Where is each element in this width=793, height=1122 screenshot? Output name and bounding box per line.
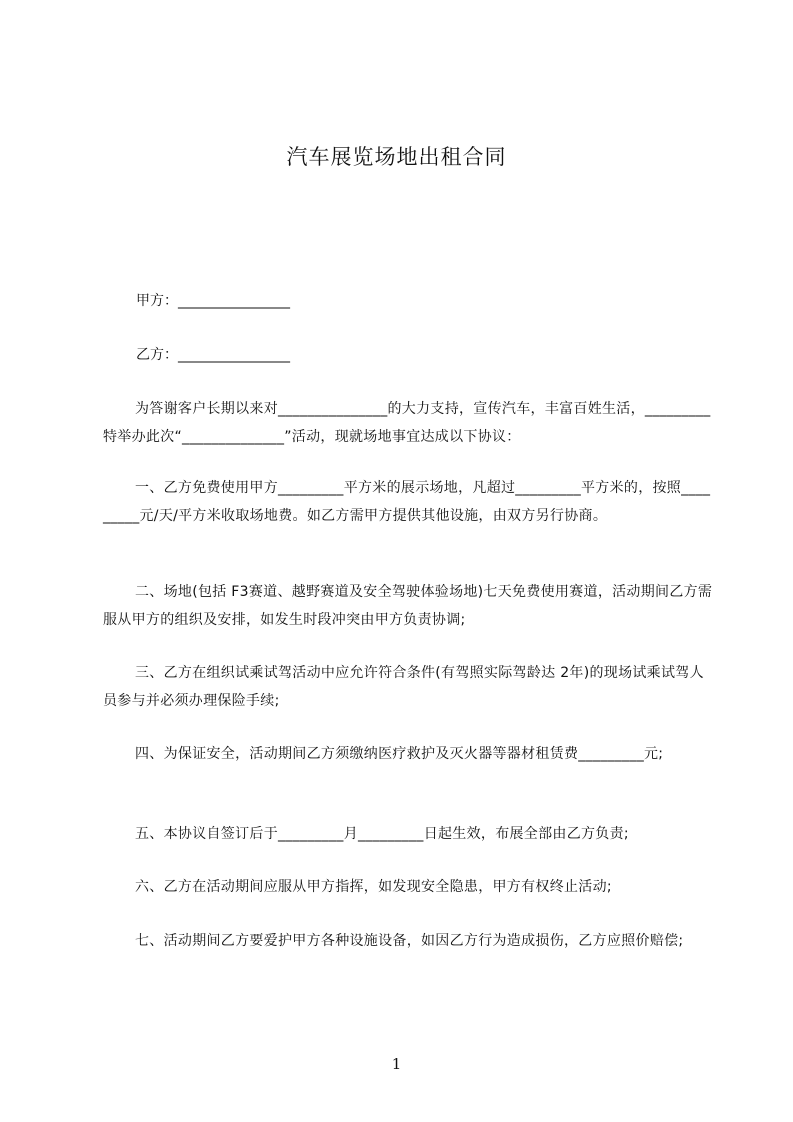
clause-1: 一、乙方免费使用甲方_________平方米的展示场地，凡超过_________平方米的，按照_________元/天/平方米收取场地费。如乙方需甲方提供其他设施，由双方另行协商。 <box>103 480 711 524</box>
clause-5: 五、本协议自签订后于_________月_________日起生效，布展全部由乙方负责; <box>135 826 629 842</box>
clause-4: 四、为保证安全，活动期间乙方须缴纳医疗救护及灭火器等器材租赁费_________元; <box>135 746 664 762</box>
page-number: 1 <box>391 1055 402 1073</box>
clause-3: 三、乙方在组织试乘试驾活动中应允许符合条件(有驾照实际驾龄达 2年)的现场试乘试驾人员参与并必须办理保险手续; <box>103 665 704 709</box>
clause-6: 六、乙方在活动期间应服从甲方指挥，如发现安全隐患，甲方有权终止活动; <box>135 879 612 895</box>
clause-7: 七、活动期间乙方要爱护甲方各种设施设备，如因乙方行为造成损伤，乙方应照价赔偿; <box>135 933 684 949</box>
party-a-line: 甲方：________________ <box>136 293 290 309</box>
intro-paragraph: 为答谢客户长期以来对_______________的大力支持，宣传汽车，丰富百姓生活，_________特举办此次“______________”活动，现就场地事宜达成以下协议： <box>103 401 711 445</box>
clause-2: 二、场地(包括 F3赛道、越野赛道及安全驾驶体验场地)七天免费使用赛道，活动期间乙方需服从甲方的组织及安排，如发生时段冲突由甲方负责协调; <box>103 584 713 628</box>
party-b-line: 乙方：________________ <box>136 347 290 363</box>
document-title: 汽车展览场地出租合同 <box>286 145 507 169</box>
